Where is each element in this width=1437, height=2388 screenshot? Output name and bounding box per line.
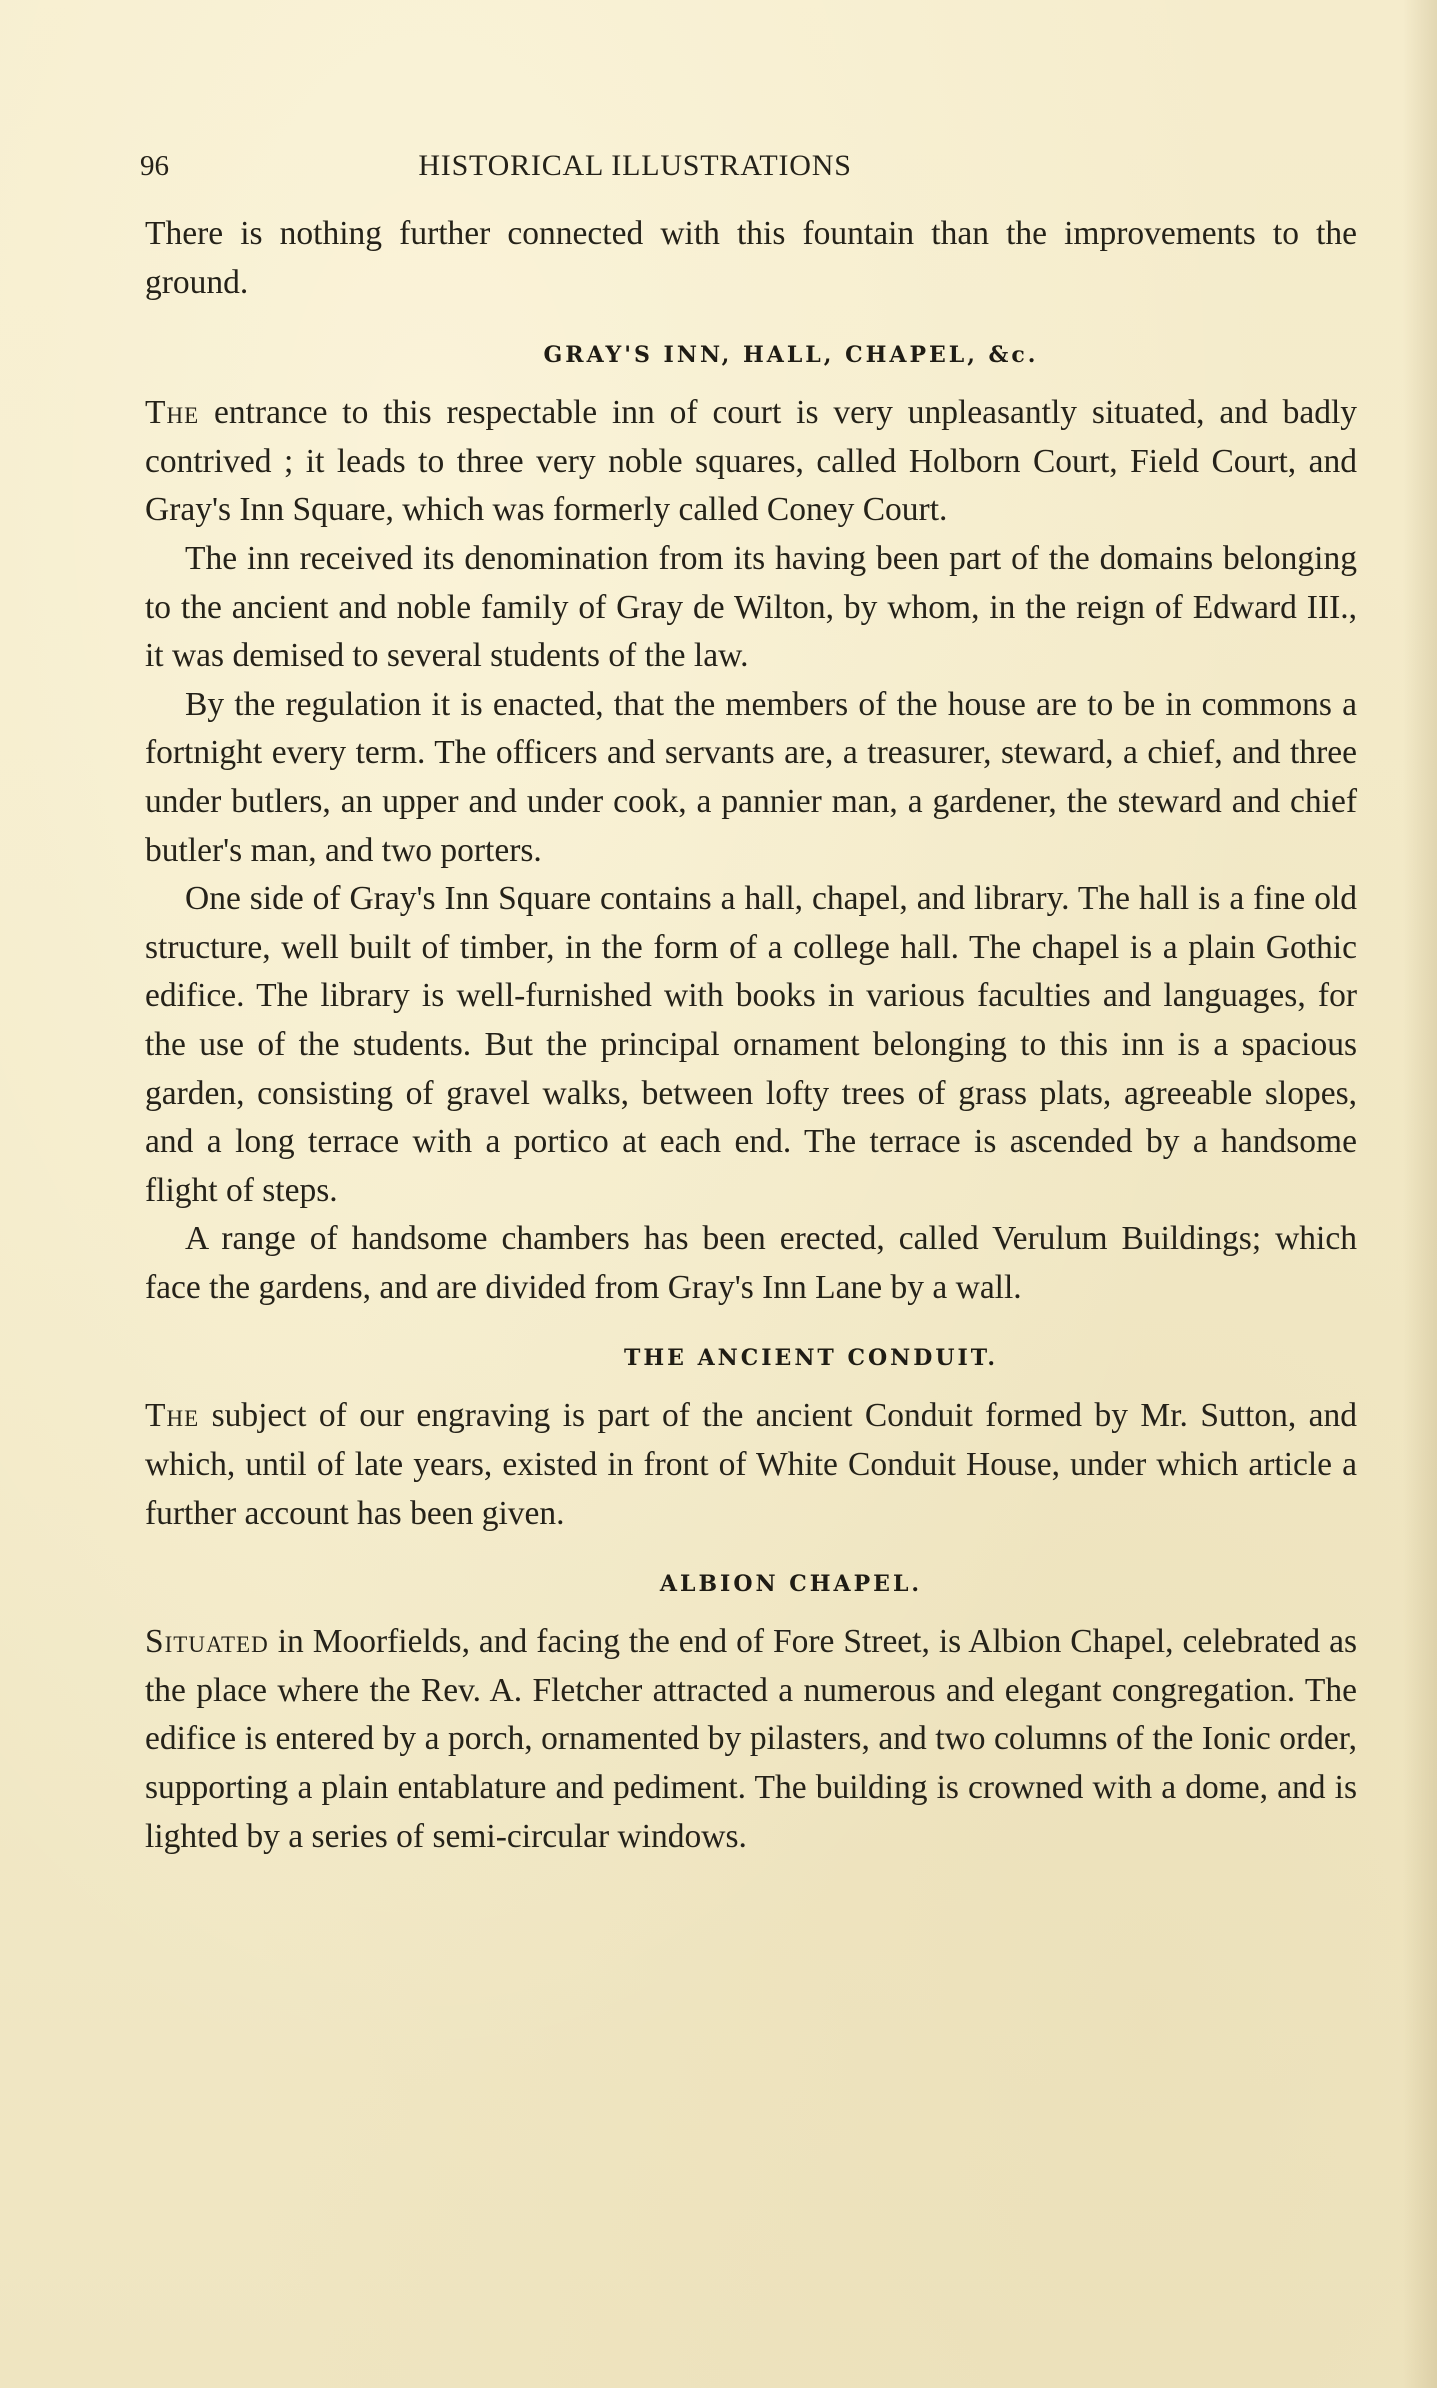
page-number: 96: [140, 150, 169, 182]
section-heading-grays-inn: GRAY'S INN, HALL, CHAPEL, &c.: [543, 342, 1039, 369]
paragraph: By the regulation it is enacted, that the members of the house are to be in commons a fortnight every term. The officers and servants are, a treasurer, steward, a chief, and three under butlers, an upper and under cook, a pannier man, a gardener, the steward and chief butler's man, and two porters.: [145, 685, 1357, 869]
section-heading-ancient-conduit: THE ANCIENT CONDUIT.: [623, 1345, 998, 1372]
paragraph: One side of Gray's Inn Square contains a hall, chapel, and library. The hall is a fine old structure, well built of timber, in the form of a college hall. The chapel is a plain Gothic edifice. The library is well-furnished with books in various faculties and languages, for the use of the students. But the principal ornament belonging to this inn is a spacious garden, consisting of gravel walks, between lofty trees of grass plats, agreeable slopes, and a long terrace with a portico at each end. The terrace is ascended by a handsome flight of steps.: [145, 880, 1357, 1209]
running-head: HISTORICAL ILLUSTRATIONS: [418, 149, 852, 182]
lead-word: The: [145, 394, 200, 432]
paragraph-text: in Moorfields, and facing the end of Fore Street, is Albion Chapel, celebrated as the place where the Rev. A. Fletcher attracted a numerous and elegant congregation. The edifice is entered by a porch, ornamented by pilasters, and two columns of the Ionic order, supporting a plain entablature and pediment. The building is crowned with a dome, and is lighted by a series of semi-circular windows.: [145, 1623, 1357, 1855]
paragraph-text: subject of our engraving is part of the ancient Conduit formed by Mr. Sutton, and which, until of late years, existed in front of White Conduit House, under which article a further account has been given.: [145, 1397, 1358, 1532]
paragraph-text: entrance to this respectable inn of court is very unpleasantly situated, and badly contrived ; it leads to three very noble squares, called Holborn Court, Field Court, and Gray's Inn Square, which was formerly called Coney Court.: [145, 394, 1358, 529]
page-body: [145, 210, 1357, 1861]
paragraph: A range of handsome chambers has been erected, called Verulum Buildings; which face the gardens, and are divided from Gray's Inn Lane by a wall.: [145, 1220, 1357, 1306]
section-heading-albion-chapel: ALBION CHAPEL.: [659, 1571, 923, 1598]
paragraph: There is nothing further connected with this fountain than the improvements to the ground.: [145, 215, 1357, 301]
paragraph: [145, 1618, 1357, 1861]
lead-word: The: [145, 1397, 200, 1435]
lead-word: Situated: [145, 1623, 269, 1661]
paragraph: [145, 1392, 1357, 1538]
paragraph: The inn received its denomination from its having been part of the domains belonging to the ancient and noble family of Gray de Wilton, by whom, in the reign of Edward III., it was demised to several students of the law.: [145, 539, 1357, 675]
paragraph: [145, 389, 1357, 535]
page-edge-shadow: [1403, 0, 1437, 2388]
page-header: [140, 144, 1360, 188]
